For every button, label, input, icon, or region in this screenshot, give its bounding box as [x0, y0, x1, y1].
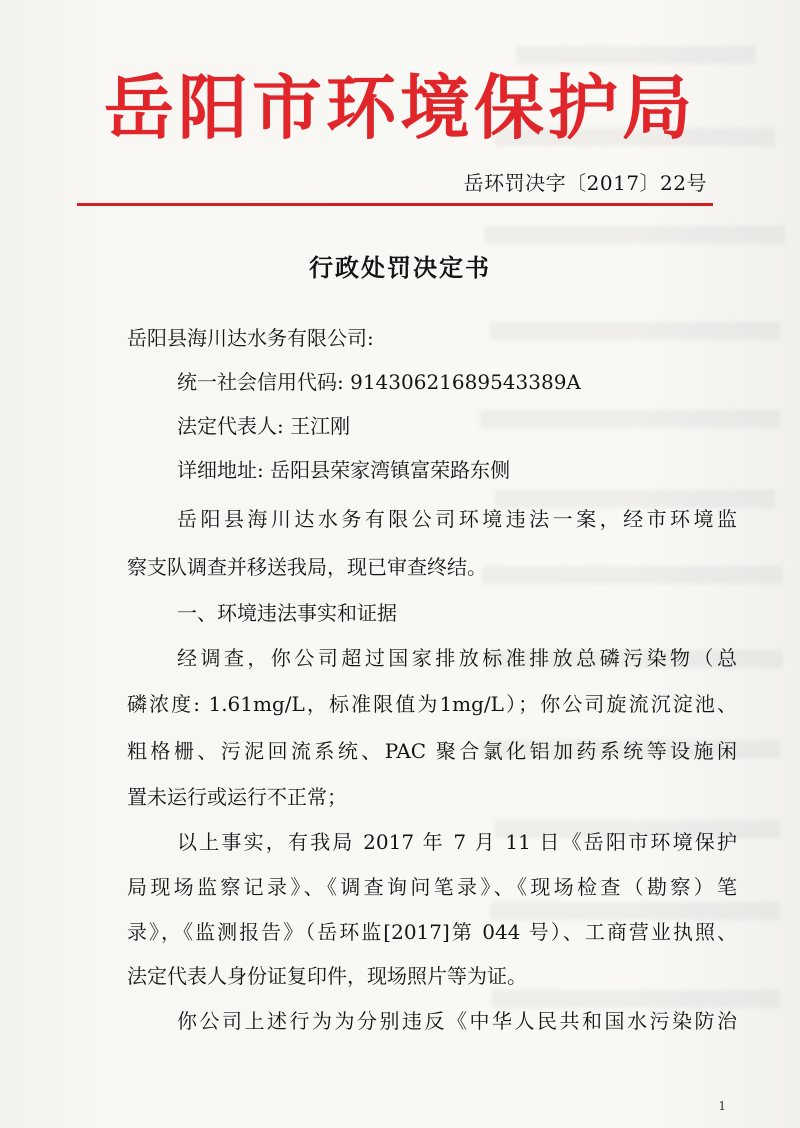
paragraph-1-line-1: 岳阳县海川达水务有限公司环境违法一案，经市环境监: [177, 507, 737, 531]
legal-representative: 法定代表人: 王江刚: [177, 414, 351, 438]
page-number: 1: [718, 1099, 726, 1113]
paragraph-2-line-3: 粗格栅、污泥回流系统、PAC 聚合氯化铝加药系统等设施闲: [127, 739, 737, 763]
recipient: 岳阳县海川达水务有限公司:: [127, 326, 374, 350]
paragraph-4-line-1: 你公司上述行为为分别违反《中华人民共和国水污染防治: [177, 1009, 737, 1033]
document-number: 岳环罚决字〔2017〕22号: [463, 171, 707, 195]
paragraph-3-line-3: 录》，《监测报告》（岳环监[2017]第 044 号）、工商营业执照、: [127, 920, 737, 944]
paragraph-2-line-1: 经调查，你公司超过国家排放标准排放总磷污染物（总: [177, 646, 737, 670]
paragraph-2-line-4: 置未运行或运行不正常；: [127, 785, 347, 809]
document-title: 行政处罚决定书: [309, 254, 491, 282]
paragraph-2-line-2: 磷浓度: 1.61mg/L，标准限值为1mg/L）；你公司旋流沉淀池、: [127, 692, 737, 716]
credit-code: 统一社会信用代码: 91430621689543389A: [177, 370, 581, 394]
paragraph-1-line-2: 察支队调查并移送我局，现已审查终结。: [127, 555, 487, 579]
detailed-address: 详细地址: 岳阳县荣家湾镇富荣路东侧: [177, 458, 511, 482]
agency-name: 岳阳市环境保护局: [104, 67, 696, 149]
paragraph-3-line-2: 局现场监察记录》、《调查询问笔录》、《现场检查（勘察）笔: [127, 875, 737, 899]
paragraph-3-line-4: 法定代表人身份证复印件，现场照片等为证。: [127, 964, 527, 988]
paragraph-3-line-1: 以上事实，有我局 2017 年 7 月 11 日《岳阳市环境保护: [177, 830, 737, 854]
section-1-title: 一、环境违法事实和证据: [177, 601, 397, 625]
